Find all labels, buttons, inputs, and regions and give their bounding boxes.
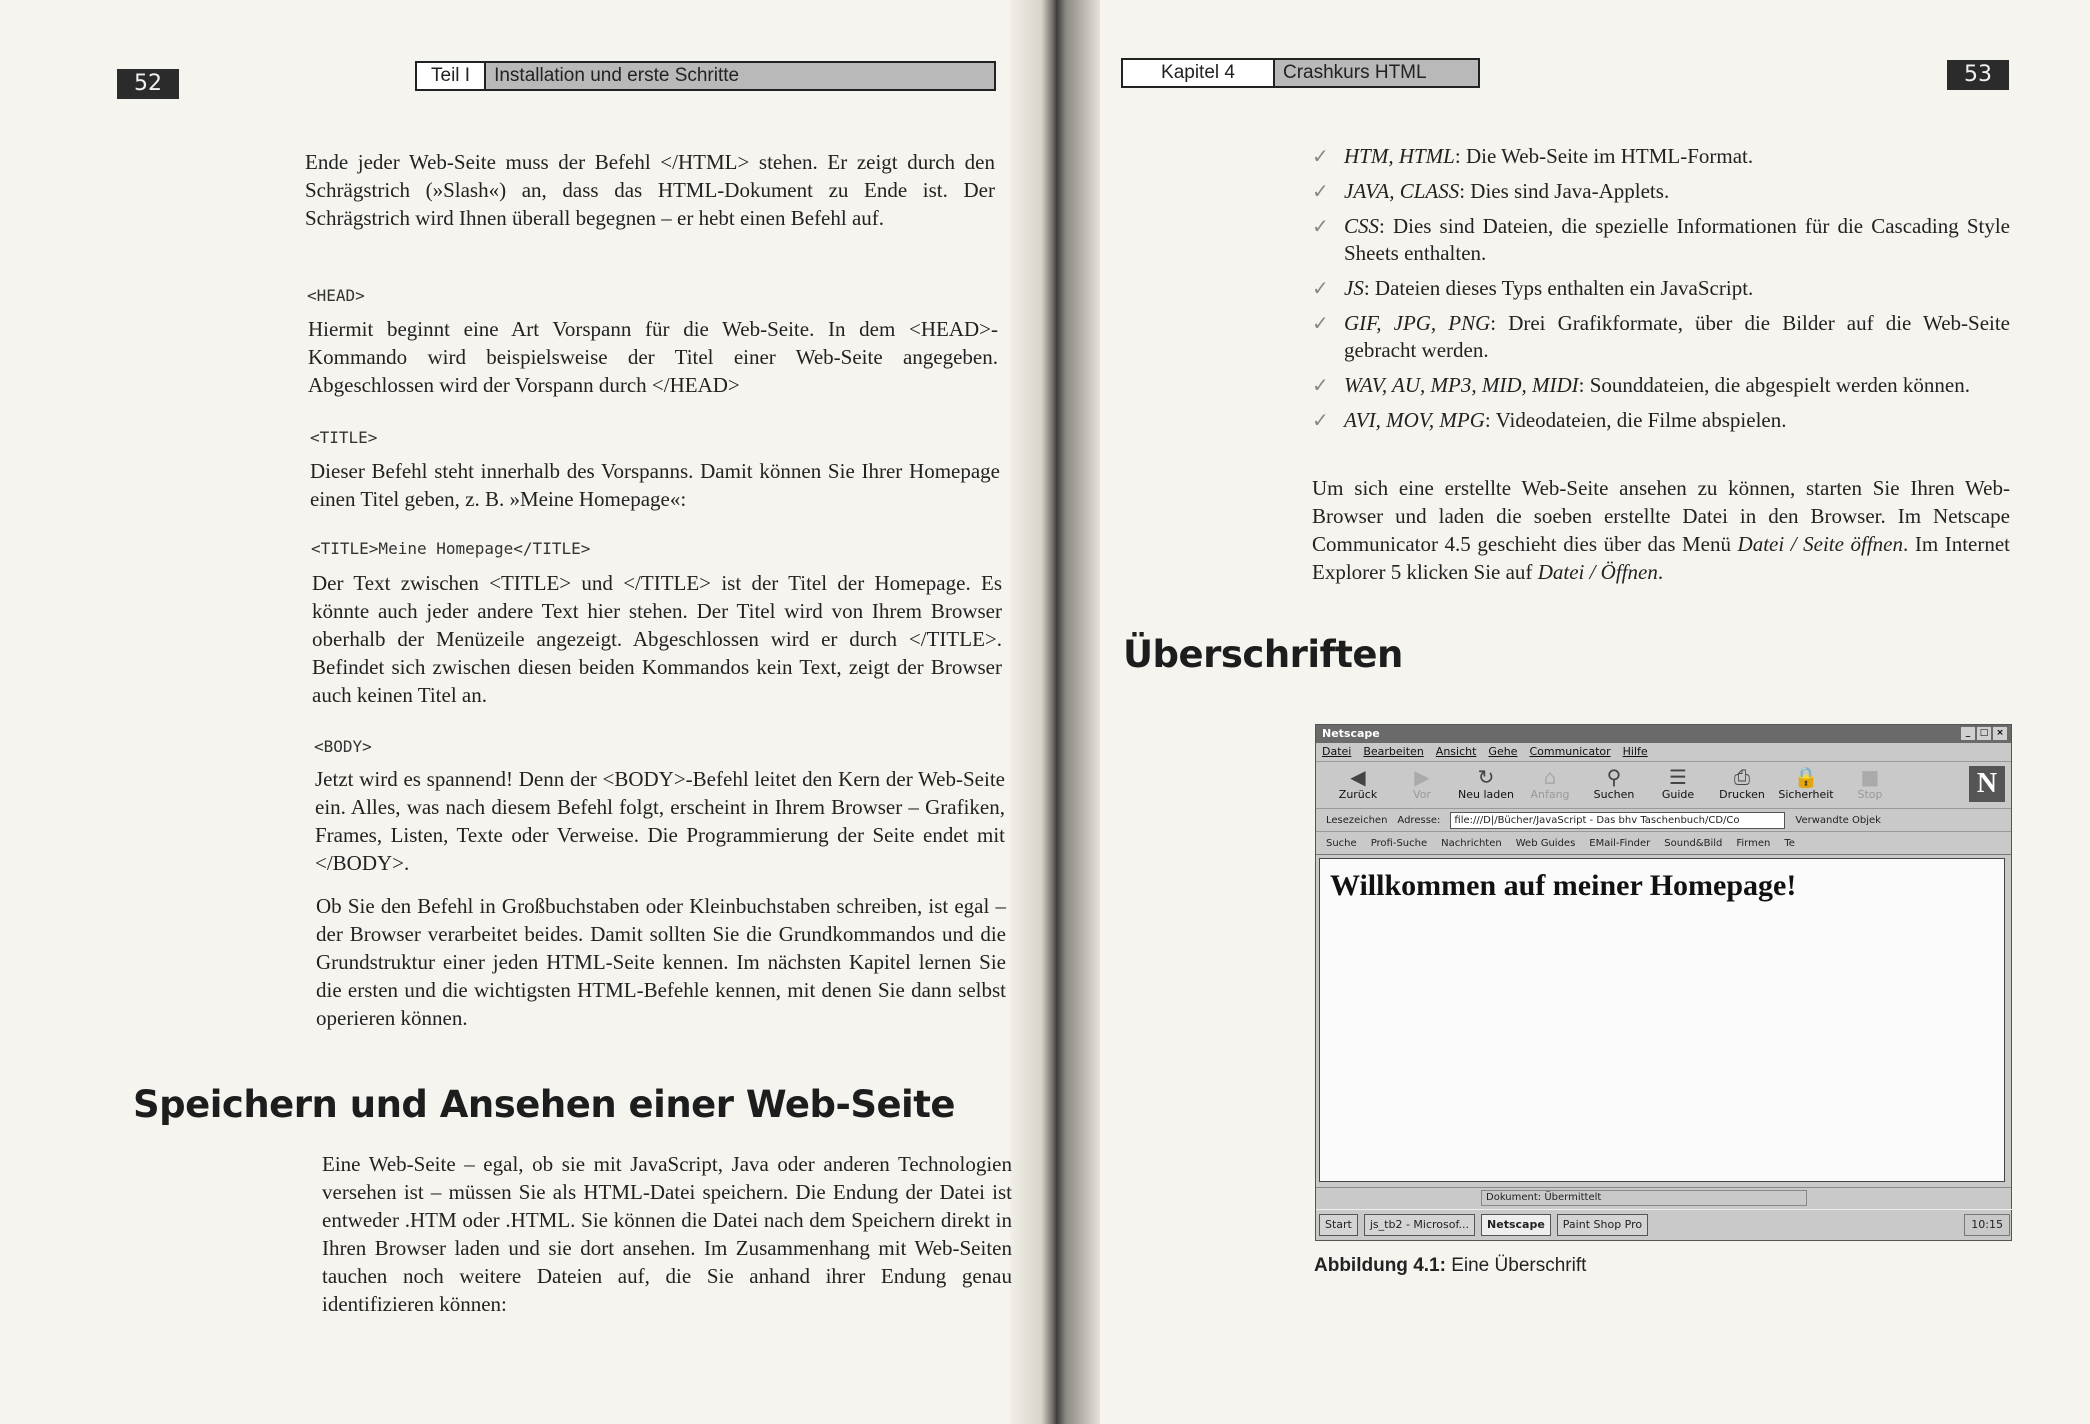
windows-taskbar [1316,1209,2014,1239]
toolbar-button[interactable] [1390,762,1454,808]
figure-label: Abbildung 4.1: [1314,1255,1446,1276]
minimize-icon[interactable]: _ [1961,727,1975,740]
toolbar-button[interactable] [1454,762,1518,808]
page-number: 52 [117,69,179,99]
toolbar-label: Guide [1661,788,1695,801]
file-description: : Dies sind Dateien, die spezielle Informationen für die Cascading Style Sheets enthalten. [1344,214,2010,265]
code-title: <TITLE> [310,428,378,447]
toolbar-label: Zurück [1338,788,1378,801]
file-extension: CSS [1344,214,1380,238]
paragraph: Ende jeder Web-Seite muss der Befehl </HTML> stehen. Er zeigt durch den Schrägstrich (»Slash«) an, dass das HTML-Dokument zu Ende ist. Der Schrägstrich wird Ihnen überall begegnen – er hebt einen Befehl auf. [305,150,995,230]
header-title: Installation und erste Schritte [486,63,994,89]
checkmark-icon: ✓ [1312,408,1329,432]
paragraph-open-file [1312,474,2010,586]
toolbar-label: Sicherheit [1778,788,1834,801]
start-button[interactable]: Start [1319,1214,1358,1236]
window-title: Netscape [1322,727,1380,740]
left-page [0,0,1040,1424]
paragraph: Eine Web-Seite – egal, ob sie mit JavaScript, Java oder anderen Technologien versehen ist – müssen Sie als HTML-Datei speichern. Die Endung der Datei ist entweder .HTM oder .HTML. Sie können die Datei nach dem Speichern direkt in Ihren Browser laden und sie dort ansehen. Im Zusammenhang mit Web-Seiten tauchen noch weitere Dateien auf, die Sie anhand ihrer Endung genau identifizieren können: [322,1152,1012,1316]
header-chapter: Kapitel 4 [1123,60,1275,86]
taskbar-button[interactable]: js_tb2 - Microsof... [1364,1214,1475,1236]
menu-item[interactable]: Hilfe [1622,745,1648,758]
section-heading: Überschriften [1123,633,1403,676]
paragraph: Dieser Befehl steht innerhalb des Vorspanns. Damit können Sie Ihrer Homepage einen Titel geben, z. B. »Meine Homepage«: [310,459,1000,511]
toolbar-icon: ◀ [1350,765,1366,789]
file-type-item [1312,372,2010,399]
personal-toolbar-link[interactable]: Firmen [1736,837,1771,849]
personal-toolbar-link[interactable]: Suche [1326,837,1357,849]
running-header [1121,58,1480,88]
file-description: : Dies sind Java-Applets. [1459,179,1670,203]
page-number: 53 [1947,60,2009,90]
menu-bar [1316,743,2011,762]
toolbar-icon: 🔒 [1793,765,1819,789]
paragraph-text: Um sich eine erstellte Web-Seite ansehen zu können, starten Sie Ihren Web-Browser und laden die soeben erstellte Datei in den Browser. Im Netscape Communicator 4.5 geschieht dies über das Menü [1312,476,2010,556]
address-field[interactable]: file:///D|/Bücher/JavaScript - Das bhv Taschenbuch/CD/Co [1450,812,1785,829]
paragraph: Der Text zwischen <TITLE> und </TITLE> ist der Titel der Homepage. Es könnte auch jeder andere Text hier stehen. Der Titel wird von Ihrem Browser oberhalb der Menüzeile angezeigt. Abgeschlossen wird er durch </TITLE>. Befindet sich zwischen diesen beiden Kommandos kein Text, zeigt der Browser auch keinen Titel an. [312,571,1002,707]
status-text: Dokument: Übermittelt [1481,1190,1807,1206]
paragraph: Hiermit beginnt eine Art Vorspann für die Web-Seite. In dem <HEAD>-Kommando wird beispielsweise der Titel einer Web-Seite angegeben. Abgeschlossen wird der Vorspann durch </HEAD> [308,317,998,397]
file-extension: GIF, JPG, PNG [1344,311,1491,335]
page-heading: Willkommen auf meiner Homepage! [1330,869,1797,902]
menu-path: Datei / Seite öffnen [1737,532,1904,556]
personal-toolbar-link[interactable]: Te [1784,837,1795,849]
toolbar-button[interactable] [1518,762,1582,808]
file-description: : Dateien dieses Typs enthalten ein JavaScript. [1363,276,1754,300]
toolbar-label: Neu laden [1458,788,1514,801]
bookmarks-button[interactable]: Lesezeichen [1326,814,1388,826]
personal-toolbar-link[interactable]: Sound&Bild [1664,837,1723,849]
file-type-list [1312,143,2010,442]
window-controls [1961,727,2007,740]
toolbar-icon: ☰ [1669,765,1687,789]
location-bar [1316,809,2011,832]
taskbar-button[interactable]: Paint Shop Pro [1557,1214,1648,1236]
file-type-item [1312,143,2010,170]
netscape-logo: N [1969,766,2005,802]
code-body: <BODY> [314,737,372,756]
toolbar-button[interactable] [1326,762,1390,808]
running-header [415,61,996,91]
file-extension: AVI, MOV, MPG [1344,408,1485,432]
toolbar-button[interactable] [1838,762,1902,808]
clock: 10:15 [1964,1214,2010,1236]
header-part: Teil I [417,63,486,89]
close-icon[interactable]: × [1993,727,2007,740]
file-extension: HTM, HTML [1344,144,1455,168]
checkmark-icon: ✓ [1312,276,1329,300]
file-description: : Videodateien, die Filme abspielen. [1484,408,1787,432]
checkmark-icon: ✓ [1312,373,1329,397]
file-description: : Die Web-Seite im HTML-Format. [1454,144,1754,168]
toolbar-button[interactable] [1774,762,1838,808]
header-title: Crashkurs HTML [1275,60,1478,86]
paragraph: Ob Sie den Befehl in Großbuchstaben oder Kleinbuchstaben schreiben, ist egal – der Browser verarbeitet beides. Damit sollten Sie die Grundkommandos und die Grundstruktur einer jeden HTML-Seite kennen. Im nächsten Kapitel lernen Sie die ersten und die wichtigsten HTML-Befehle kennen, mit denen Sie dann selbst operieren können. [316,894,1006,1030]
personal-toolbar-link[interactable]: Profi-Suche [1370,837,1428,849]
file-extension: JS [1344,276,1364,300]
file-type-item [1312,178,2010,205]
toolbar-label: Vor [1413,788,1431,801]
paragraph: Jetzt wird es spannend! Denn der <BODY>-Befehl leitet den Kern der Web-Seite ein. Alles, was nach diesem Befehl folgt, erscheint in Ihrem Browser – Grafiken, Frames, Listen, Texte oder Verweise. Die Programmierung der Seite endet mit </BODY>. [315,767,1005,875]
navigation-toolbar [1316,762,2011,809]
toolbar-icon: ■ [1860,765,1880,789]
personal-toolbar-link[interactable]: Web Guides [1515,837,1576,849]
toolbar-label: Drucken [1719,788,1765,801]
file-type-item [1312,213,2010,267]
code-head: <HEAD> [307,286,365,305]
toolbar-icon: ⚲ [1606,765,1622,789]
toolbar-icon: ▶ [1414,765,1430,789]
window-titlebar [1316,725,2011,743]
toolbar-button[interactable] [1582,762,1646,808]
code-title-example: <TITLE>Meine Homepage</TITLE> [311,539,591,558]
checkmark-icon: ✓ [1312,214,1329,238]
menu-item[interactable]: Bearbeiten [1363,745,1424,758]
file-type-item [1312,275,2010,302]
toolbar-icon: ⎙ [1734,765,1750,789]
figure-caption [1314,1255,1586,1277]
checkmark-icon: ✓ [1312,179,1329,203]
menu-item[interactable]: Datei [1322,745,1352,758]
address-label: Adresse: [1397,814,1441,826]
personal-toolbar-link[interactable]: Nachrichten [1441,837,1502,849]
checkmark-icon: ✓ [1312,144,1329,168]
menu-item[interactable]: Communicator [1529,745,1611,758]
maximize-icon[interactable]: □ [1977,727,1991,740]
status-bar [1316,1187,2011,1208]
toolbar-button[interactable] [1710,762,1774,808]
personal-toolbar [1316,832,2011,855]
toolbar-icon: ⌂ [1543,765,1557,789]
browser-screenshot [1315,724,2012,1241]
file-description: : Drei Grafikformate, über die Bilder auf die Web-Seite gebracht werden. [1344,311,2011,362]
personal-toolbar-link[interactable]: EMail-Finder [1589,837,1651,849]
section-heading: Speichern und Ansehen einer Web-Seite [133,1083,956,1126]
paragraph-text: . Im Internet Explorer 5 klicken Sie auf [1312,532,2010,584]
menu-item[interactable]: Gehe [1488,745,1518,758]
menu-item[interactable]: Ansicht [1435,745,1477,758]
file-extension: WAV, AU, MP3, MID, MIDI [1344,373,1579,397]
file-description: : Sounddateien, die abgespielt werden können. [1578,373,1970,397]
related-button[interactable]: Verwandte Objek [1795,814,1881,826]
file-extension: JAVA, CLASS [1344,179,1460,203]
file-type-item [1312,310,2010,364]
toolbar-button[interactable] [1646,762,1710,808]
taskbar-button[interactable]: Netscape [1481,1214,1551,1236]
browser-viewport [1319,858,2005,1182]
toolbar-label: Stop [1857,788,1883,801]
paragraph-text: . [1657,560,1664,584]
checkmark-icon: ✓ [1312,311,1329,335]
figure-caption-text: Eine Überschrift [1451,1255,1587,1276]
toolbar-label: Suchen [1593,788,1635,801]
file-type-item [1312,407,2010,434]
menu-path: Datei / Öffnen [1537,560,1658,584]
toolbar-label: Anfang [1530,788,1570,801]
toolbar-icon: ↻ [1477,765,1495,789]
